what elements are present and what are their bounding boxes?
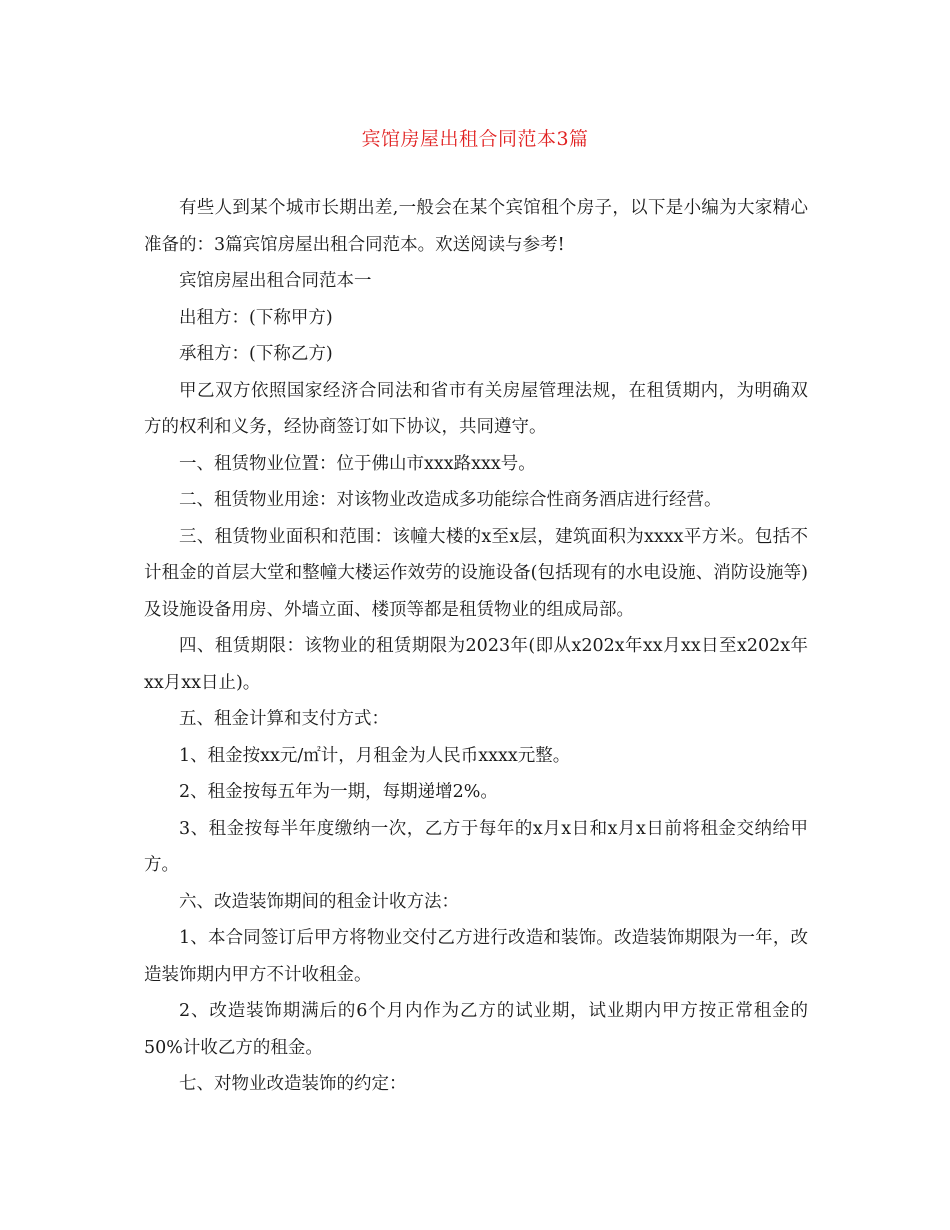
renovation-item-2: 2、改造装饰期满后的6个月内作为乙方的试业期，试业期内甲方按正常租金的50%计收乙方的租金。: [144, 1001, 808, 1058]
document-title: 宾馆房屋出租合同范本3篇: [361, 128, 589, 150]
clause-usage: 二、租赁物业用途：对该物业改造成多功能综合性商务酒店进行经营。: [179, 490, 722, 510]
clause-renovation-agreement-heading: 七、对物业改造装饰的约定：: [179, 1074, 407, 1094]
clause-rent-heading: 五、租金计算和支付方式：: [179, 709, 389, 729]
clause-renovation-rent-heading: 六、改造装饰期间的租金计收方法：: [179, 891, 459, 912]
clause-term: 四、租赁期限：该物业的租赁期限为2023年(即从x202x年xx月xx日至x202x年xx月xx日止)。: [144, 636, 808, 693]
clause-area-scope: 三、租赁物业面积和范围：该幢大楼的x至x层，建筑面积为xxxx平方米。包括不计租金的首层大堂和整幢大楼运作效劳的设施设备(包括现有的水电设施、消防设施等)及设施设备用房、外墙立面、楼顶等都是租赁物业的组成局部。: [144, 526, 808, 620]
agreement-preamble: 甲乙双方依照国家经济合同法和省市有关房屋管理法规，在租赁期内，为明确双方的权利和义务，经协商签订如下协议，共同遵守。: [144, 380, 808, 437]
lessee-line: 承租方：(下称乙方): [179, 344, 333, 364]
rent-item-1: 1、租金按xx元/㎡计，月租金为人民币xxxx元整。: [179, 745, 571, 766]
lessor-line: 出租方：(下称甲方): [179, 307, 333, 328]
clause-location: 一、租赁物业位置：位于佛山市xxx路xxx号。: [179, 453, 536, 474]
document-body: [144, 190, 808, 1103]
rent-item-2: 2、租金按每五年为一期，每期递增2%。: [179, 782, 498, 802]
intro-paragraph: 有些人到某个城市长期出差,一般会在某个宾馆租个房子，以下是小编为大家精心准备的：3篇宾馆房屋出租合同范本。欢送阅读与参考!: [144, 198, 808, 255]
section-heading-contract-one: 宾馆房屋出租合同范本一: [179, 271, 372, 291]
rent-item-3: 3、租金按每半年度缴纳一次，乙方于每年的x月x日和x月x日前将租金交纳给甲方。: [144, 818, 808, 875]
renovation-item-1: 1、本合同签订后甲方将物业交付乙方进行改造和装饰。改造装饰期限为一年，改造装饰期内甲方不计收租金。: [144, 928, 808, 985]
